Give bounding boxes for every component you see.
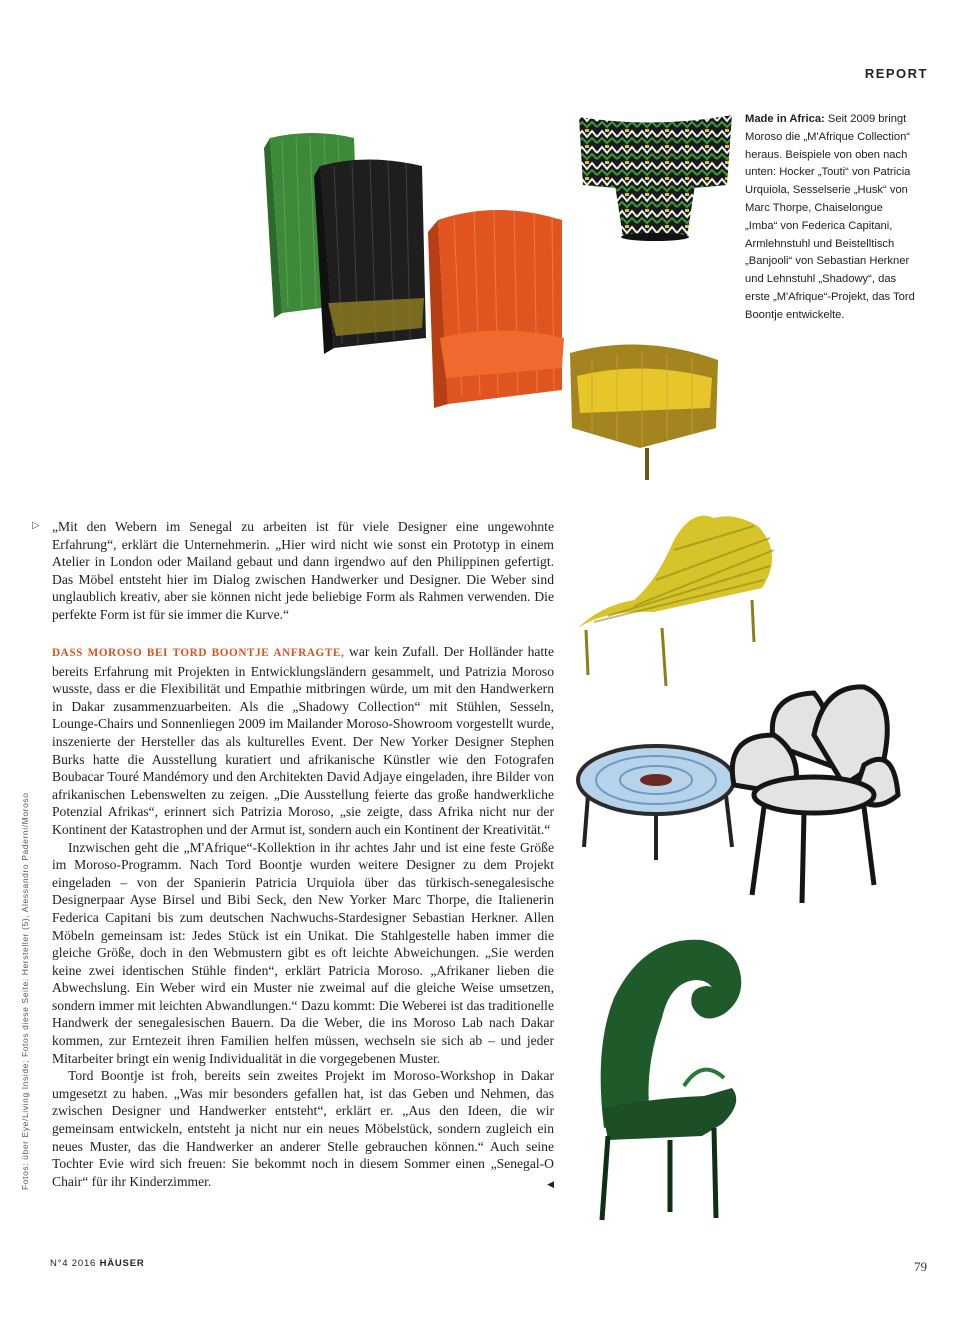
banjooli-side-table [578,746,734,860]
article-paragraph-4-text: Tord Boontje ist froh, bereits sein zweites Projekt im Moroso-Workshop in Dakar umgesetzt zu haben. „Was mir besonders gefallen hat, ist das Geben und Nehmen, das zwischen Designer und Handwerker entsteht“, erklärt er. „Aus den Ideen, die wir gemeinsam entwickeln, entsteht ja nicht nur ein neues Möbelstück, sondern zugleich ein neues Muster, das die Handwerker an anderer Stelle gebrauchen können.“ Auch seine Tochter Evie wird sich freuen: Sie bekommt noch in diesem Sommer einen „Senegal-O Chair“ für ihr Kinderzimmer. [52,1068,554,1189]
banjooli-armchair [732,687,898,903]
lead-in: DASS MOROSO BEI TORD BOONTJE ANFRAGTE, [52,647,345,659]
photo-credit: Fotos: über Eye/Living Inside; Fotos diese Seite: Hersteller (5), Alessandro Paderni/Moroso [20,792,30,1190]
photo-caption [745,111,915,325]
caption-text: Seit 2009 bringt Moroso die „M'Afrique Collection“ heraus. Beispiele von oben nach unten: Hocker „Touti“ von Patricia Urquiola, Sesselserie „Husk“ von Marc Thorpe, Chaiselongue „Imba“ von Federica Capitani, Armlehnstuhl und Beistelltisch „Banjooli“ von Sebastian Herkner und Lehnstuhl „Shadowy“, das erste „M'Afrique“-Projekt, das Tord Boontje entwickelte. [745,113,915,321]
shadowy-armchair-photo [584,928,884,1233]
imba-chaise-longue-photo [574,510,784,690]
section-label: REPORT [864,66,928,81]
article-body [52,643,554,1194]
touti-stool-base [615,185,695,237]
page-number: 79 [914,1259,927,1274]
footer-issue [50,1258,145,1269]
imba-chaise-seat [578,516,772,628]
husk-chair-orange [428,210,564,408]
banjooli-furniture-photo [574,675,904,910]
caption-lead: Made in Africa: [745,113,825,125]
article-paragraph-2-text: war kein Zufall. Der Holländer hatte bereits Erfahrung mit Projekten in Entwicklungsländern gesammelt, und Patrizia Moroso wusste, dass er die Flexibilität und Empathie mitbringen würde, um mit den Handwerkern in Dakar zusammenzuarbeiten. Als die „Shadowy Collection“ mit Stühlen, Sesseln, Lounge-Chairs und Sonnenliegen 2009 im Mailander Moroso-Showroom vorgestellt wurde, inszenierte der Hersteller das als kulturelles Event. Der New Yorker Designer Stephen Burks hatte die Ausstellung kuratiert und afrikanische Künstler wie den Fotografen Boubacar Touré Mandémory und den Architekten David Adjaye eingeladen, ihre Bilder von afrikanischen Lebenswelten zu zeigen. „Die Ausstellung feierte das große handwerkliche Potenzial Afrikas“, erinnert sich Patrizia Moroso, „sie zeigte, dass Afrika nicht nur der Kontinent der Katastrophen und der Armut ist, sondern auch ein Kontinent der Kreativität.“ [52,644,554,837]
continuation-marker: ▷ [32,520,40,531]
touti-stool-top [579,115,732,189]
article-paragraph-4 [52,1067,554,1190]
magazine-name: HÄUSER [99,1258,145,1269]
issue-number: N°4 2016 [50,1258,97,1269]
touti-stool-photo [577,113,734,243]
husk-chair-black [314,160,426,355]
article-paragraph-2 [52,643,554,839]
article-paragraph-1: „Mit den Webern im Senegal zu arbeiten ist für viele Designer eine ungewohnte Erfahrung“, erklärt die Unternehmerin. „Hier wird nicht wie sonst ein Prototyp in einem Atelier in London oder Mailand gebaut und dann irgendwo auf den Philippinen gefertigt. Das Möbel entsteht hier im Dialog zwischen Handwerker und Designer. Die Weber sind unglaublich kreativ, aber sie können nicht jede beliebige Form als Rahmen verwenden. Die perfekte Form ist für sie immer die Kurve.“ [52,519,554,622]
husk-chair-olive [570,344,718,480]
article-paragraph-3: Inzwischen geht die „M'Afrique“-Kollektion in ihr achtes Jahr und ist eine feste Größe im Moroso-Programm. Nach Tord Boontje wurden weitere Designer zu dem Projekt eingeladen – von der Spanierin Patricia Urquiola über das türkisch-senegalesische Designerpaar Ayse Birsel und Bibi Seck, den New Yorker Marc Thorpe, die Italienerin Federica Capitani bis zum deutschen Nachwuchs-Stardesigner Sebastian Herkner. Allen Möbeln gemeinsam ist: Jedes Stück ist ein Unikat. Die Stahlgestelle haben immer die gleiche Größe, doch in den Webmustern gibt es oft leichte Abweichungen. „Sie werden keine zwei identischen Stühle finden“, erklärt Patricia Moroso. „Afrikaner lieben die Abwechslung. Ein Weber wird ein Muster nie zweimal auf die gleiche Weise umsetzen, sondern immer mit leichten Abwandlungen.“ Dazu kommt: Die Weberei ist das traditionelle Handwerk der senegalesischen Bauern. Da die Weber, die ins Moroso Lab nach Dakar kommen, zur Erntezeit ihren Familien helfen müssen, wechseln sie sich ab – und jeder Mitarbeiter bringt ein wenig Individualität in die vorgegebenen Muster. [52,839,554,1066]
end-mark-icon: ◀ [547,1179,554,1190]
